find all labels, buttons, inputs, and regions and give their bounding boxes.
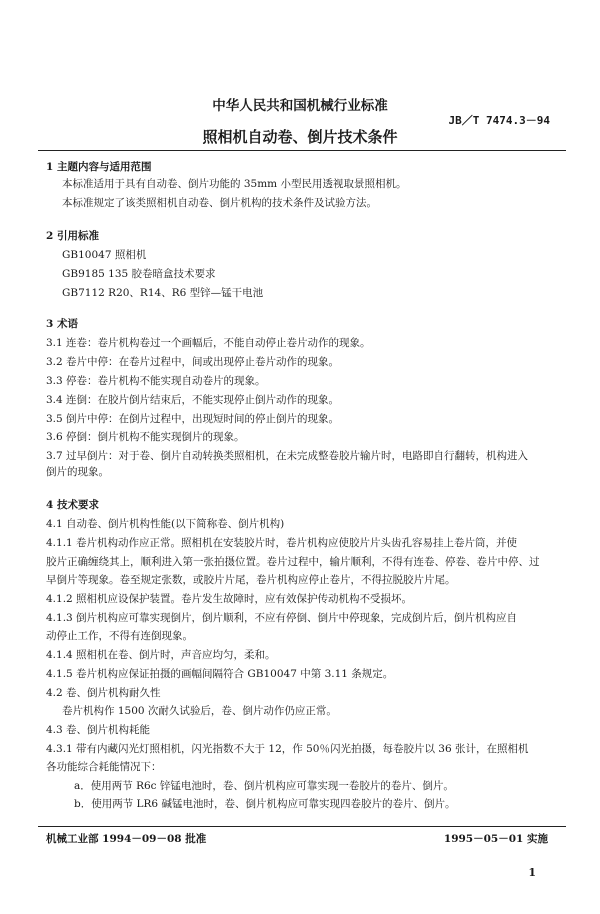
requirement-line: 卷片机构作 1500 次耐久试验后，卷、倒片动作仍应正常。 xyxy=(62,705,337,717)
requirement-line: 4.1.4 照相机在卷、倒片时，声音应均匀，柔和。 xyxy=(46,649,276,661)
term-item: 3.7 过早倒片：对于卷、倒片自动转换类照相机，在未完成整卷胶片输片时，电路即自行翻转，机构进入 xyxy=(46,450,529,462)
requirement-line: b．使用两节 LR6 碱锰电池时，卷、倒片机构应可靠实现四卷胶片的卷片、倒片。 xyxy=(74,798,456,810)
requirement-line: a．使用两节 R6c 锌锰电池时，卷、倒片机构应可靠实现一卷胶片的卷片、倒片。 xyxy=(74,780,454,792)
implementation-date: 1995－05－01 实施 xyxy=(443,833,548,845)
section-1-paragraph: 本标准规定了该类照相机自动卷、倒片机构的技术条件及试验方法。 xyxy=(62,197,377,209)
requirement-line: 4.1.5 卷片机构应保证拍摄的画幅间隔符合 GB10047 中第 3.11 条规定。 xyxy=(46,668,394,680)
requirement-line: 动停止工作，不得有连倒现象。 xyxy=(46,630,193,642)
term-item-continued: 倒片的现象。 xyxy=(46,466,109,478)
requirement-line: 4.3.1 带有内藏闪光灯照相机，闪光指数不大于 12，作 50％闪光拍摄，每卷胶片以 36 张计，在照相机 xyxy=(46,743,529,755)
section-4-heading: 4 技术要求 xyxy=(46,499,99,511)
section-1-paragraph: 本标准适用于具有自动卷、倒片功能的 35mm 小型民用透视取景照相机。 xyxy=(62,178,407,190)
term-item: 3.6 停倒：倒片机构不能实现倒片的现象。 xyxy=(46,431,245,443)
header-divider xyxy=(38,150,566,151)
requirement-line: 4.2 卷、倒片机构耐久性 xyxy=(46,687,161,699)
section-3-heading: 3 术语 xyxy=(46,318,78,330)
term-item: 3.2 卷片中停：在卷片过程中，间或出现停止卷片动作的现象。 xyxy=(46,356,340,368)
reference-item: GB7112 R20、R14、R6 型锌—锰干电池 xyxy=(62,287,264,299)
requirement-line: 4.3 卷、倒片机构耗能 xyxy=(46,724,151,736)
reference-item: GB10047 照相机 xyxy=(62,249,147,261)
requirement-line: 4.1.1 卷片机构动作应正常。照相机在安装胶片时，卷片机构应使胶片片头齿孔容易挂上卷片筒，并使 xyxy=(46,537,518,549)
term-item: 3.1 连卷：卷片机构卷过一个画幅后，不能自动停止卷片动作的现象。 xyxy=(46,337,371,349)
requirement-line: 各功能综合耗能情况下： xyxy=(46,761,162,773)
requirement-line: 早倒片等现象。卷至规定张数，或胶片片尾，卷片机构应停止卷片，不得拉脱胶片片尾。 xyxy=(46,574,456,586)
section-2-heading: 2 引用标准 xyxy=(46,230,99,242)
page-number: 1 xyxy=(528,866,536,879)
requirement-line: 4.1.2 照相机应设保护装置。卷片发生故障时，应有效保护传动机构不受损坏。 xyxy=(46,593,413,605)
reference-item: GB9185 135 胶卷暗盒技术要求 xyxy=(62,268,216,280)
requirement-line: 胶片正确缠绕其上，顺利进入第一张拍摄位置。卷片过程中，输片顺利，不得有连卷、停卷、卷片中停、过 xyxy=(46,556,540,568)
term-item: 3.4 连倒：在胶片倒片结束后，不能实现停止倒片动作的现象。 xyxy=(46,394,340,406)
requirement-line: 4.1.3 倒片机构应可靠实现倒片，倒片顺利，不应有停倒、倒片中停现象，完成倒片后，倒片机构应自 xyxy=(46,612,518,624)
section-1-heading: 1 主题内容与适用范围 xyxy=(46,161,152,173)
issuing-body-title: 中华人民共和国机械行业标准 xyxy=(212,98,388,114)
term-item: 3.3 停卷：卷片机构不能实现自动卷片的现象。 xyxy=(46,375,266,387)
standard-code: JB／T 7474.3－94 xyxy=(448,114,550,127)
document-title: 照相机自动卷、倒片技术条件 xyxy=(202,128,398,146)
footer-divider xyxy=(38,826,566,827)
approval-date: 机械工业部 1994－09－08 批准 xyxy=(46,833,207,845)
term-item: 3.5 倒片中停：在倒片过程中，出现短时间的停止倒片的现象。 xyxy=(46,413,340,425)
requirement-line: 4.1 自动卷、倒片机构性能(以下简称卷、倒片机构) xyxy=(46,518,285,530)
